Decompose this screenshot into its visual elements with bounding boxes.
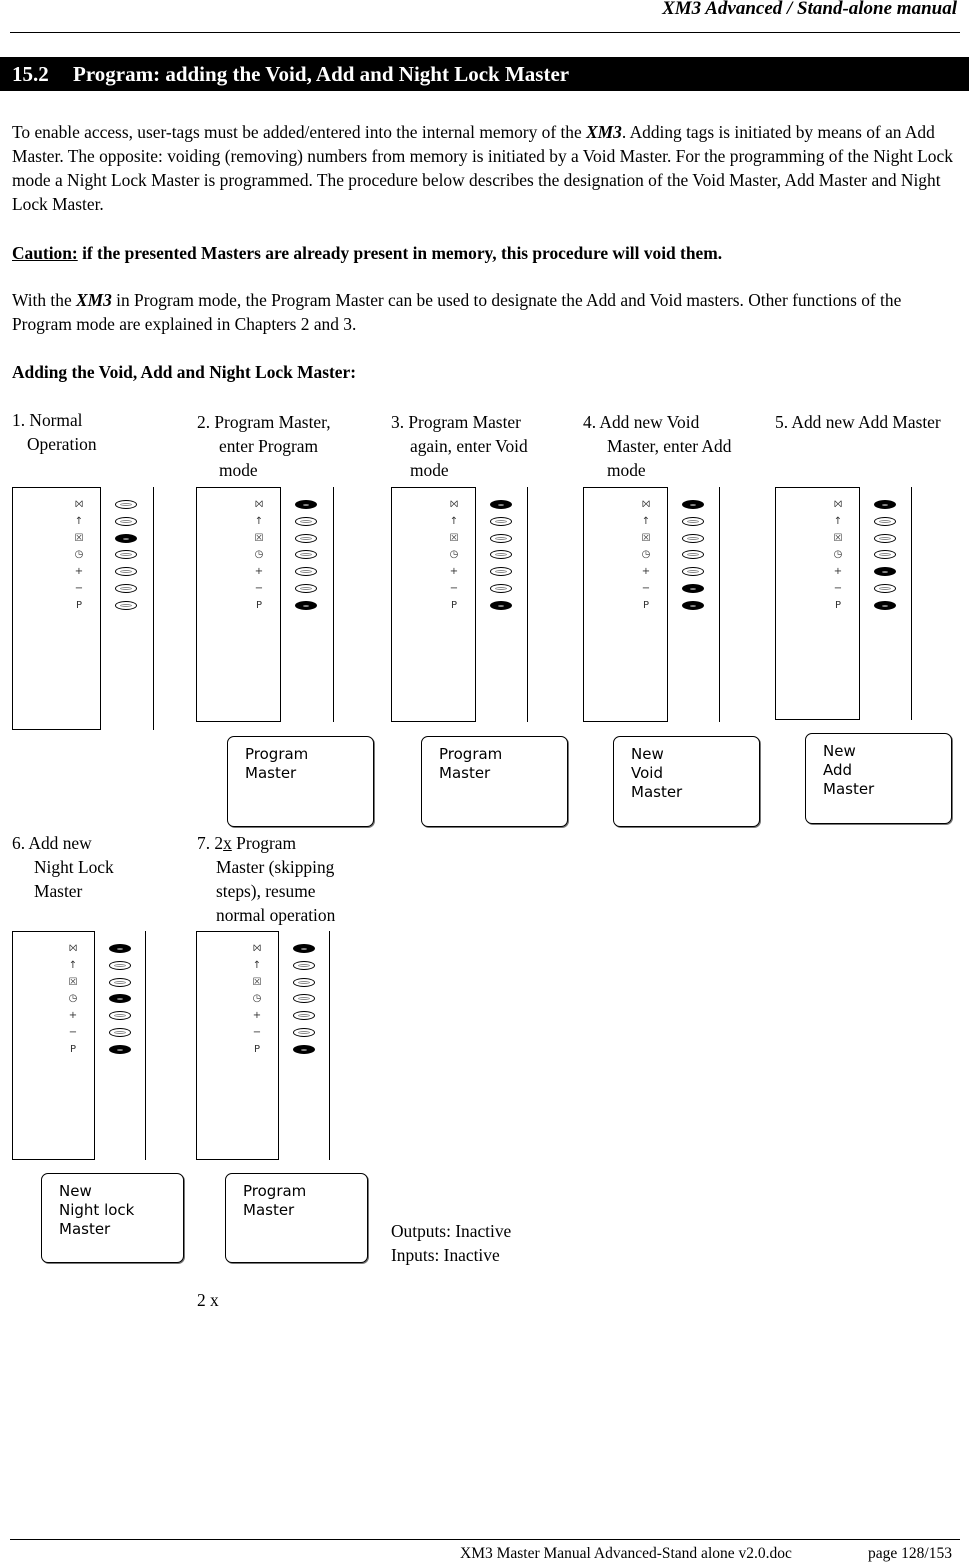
led-2-off (295, 517, 317, 526)
led-2-off (109, 961, 131, 970)
card-line: Master (243, 1201, 295, 1219)
caption-line: 4. Add new Void (583, 412, 700, 432)
reader-step-4 (583, 487, 720, 722)
caution-text: if the presented Masters are already present in memory, this procedure will void them. (77, 243, 723, 263)
tag-card-program-master (225, 1173, 368, 1263)
p-icon: P (450, 599, 458, 611)
caption-line: Operation (27, 434, 97, 454)
box-x-icon: ☒ (68, 976, 78, 988)
plus-icon: + (252, 1010, 262, 1022)
card-line: Add (823, 761, 853, 779)
door-icon: ↑ (449, 515, 459, 527)
card-line: New (59, 1182, 92, 1200)
caption-underlined: x (223, 833, 232, 853)
clock-icon: ◷ (833, 549, 843, 561)
caption-line: steps), resume (216, 881, 316, 901)
card-line: Program (245, 745, 309, 763)
p-icon: P (642, 599, 650, 611)
led-1-off (115, 500, 137, 509)
tag-card-new-add-master (805, 733, 952, 824)
door-icon: ↑ (74, 515, 84, 527)
reader-step-3 (391, 487, 528, 722)
p-icon: P (255, 599, 263, 611)
led-6-off (490, 584, 512, 593)
step-7-caption (197, 831, 335, 927)
led-7-on (295, 601, 317, 610)
program-mode-paragraph (12, 288, 962, 336)
p-icon: P (75, 599, 83, 611)
caption-line: Master, enter Add (607, 436, 732, 456)
step-4-caption (583, 410, 731, 482)
led-3-off (490, 534, 512, 543)
caption-line: 2. Program Master, (197, 412, 331, 432)
wireless-icon: ⨝ (68, 943, 78, 954)
led-7-on (109, 1045, 131, 1054)
caption-line: 1. Normal (12, 410, 83, 430)
led-7-on (682, 601, 704, 610)
minus-icon: − (252, 1027, 262, 1038)
card-line: Master (823, 780, 875, 798)
led-1-on (293, 944, 315, 953)
box-x-icon: ☒ (252, 976, 262, 988)
reader-step-2 (196, 487, 334, 722)
clock-icon: ◷ (449, 549, 459, 561)
caption-line: mode (219, 460, 258, 480)
caption-line: 3. Program Master (391, 412, 521, 432)
outputs-status: Outputs: Inactive (391, 1221, 512, 1241)
reader-body (196, 487, 281, 722)
clock-icon: ◷ (252, 993, 262, 1005)
card-line: Void (631, 764, 663, 782)
program-text-cont: in Program mode, the Program Master can be used to designate the Add and Void masters. Other functions of the Program mode are explained in Chapters 2 and 3. (12, 290, 902, 334)
led-7-on (490, 601, 512, 610)
step-5-caption (775, 410, 941, 434)
section-number: 15.2 (12, 62, 49, 86)
led-2-off (490, 517, 512, 526)
section-title: Program: adding the Void, Add and Night Lock Master (73, 62, 570, 86)
brand-name: XM3 (586, 122, 622, 142)
box-x-icon: ☒ (74, 532, 84, 544)
plus-icon: + (74, 566, 84, 578)
footer-rule (10, 1539, 960, 1540)
caption-line: Master (34, 881, 83, 901)
caution-label: Caution: (12, 243, 78, 263)
card-line: Night lock (59, 1201, 135, 1219)
minus-icon: − (74, 583, 84, 594)
box-x-icon: ☒ (833, 532, 843, 544)
led-2-off (682, 517, 704, 526)
footer-document-name: XM3 Master Manual Advanced-Stand alone v2.0.doc (460, 1545, 792, 1562)
minus-icon: − (254, 583, 264, 594)
reader-step-7 (196, 931, 330, 1160)
step-1-caption (12, 408, 97, 456)
box-x-icon: ☒ (254, 532, 264, 544)
wireless-icon: ⨝ (641, 499, 651, 510)
card-line: Program (439, 745, 503, 763)
reader-body (391, 487, 476, 722)
plus-icon: + (641, 566, 651, 578)
intro-paragraph (12, 120, 962, 216)
clock-icon: ◷ (254, 549, 264, 561)
led-6-off (109, 1028, 131, 1037)
procedure-subheading: Adding the Void, Add and Night Lock Master: (12, 362, 357, 382)
led-6-off (115, 584, 137, 593)
led-7-on (293, 1045, 315, 1054)
led-7-off (115, 601, 137, 610)
caption-line: 7. 2 (197, 833, 224, 853)
door-icon: ↑ (68, 959, 78, 971)
led-1-on (109, 944, 131, 953)
clock-icon: ◷ (68, 993, 78, 1005)
repeat-label: 2 x (197, 1290, 219, 1310)
reader-body (12, 487, 101, 730)
caption-line: mode (410, 460, 449, 480)
minus-icon: − (68, 1027, 78, 1038)
caption-line: Master (skipping (216, 857, 335, 877)
led-3-off (293, 978, 315, 987)
led-3-on (115, 534, 137, 543)
reader-body (196, 931, 279, 1160)
wireless-icon: ⨝ (449, 499, 459, 510)
box-x-icon: ☒ (641, 532, 651, 544)
tag-card-program-master (421, 736, 568, 827)
door-icon: ↑ (252, 959, 262, 971)
card-line: Program (243, 1182, 307, 1200)
reader-step-1 (12, 487, 154, 730)
reader-body (775, 487, 860, 720)
led-1-on (295, 500, 317, 509)
caption-line: Program (231, 833, 297, 853)
box-x-icon: ☒ (449, 532, 459, 544)
card-line: Master (59, 1220, 111, 1238)
led-2-off (115, 517, 137, 526)
led-1-on (682, 500, 704, 509)
caption-line: 6. Add new (12, 833, 92, 853)
section-heading-bar (0, 57, 969, 91)
minus-icon: − (449, 583, 459, 594)
tag-card-new-void-master (613, 736, 760, 827)
header-rule (10, 32, 960, 33)
step-3-caption (391, 410, 528, 482)
p-icon: P (834, 599, 842, 611)
clock-icon: ◷ (74, 549, 84, 561)
p-icon: P (253, 1043, 261, 1055)
card-line: Master (631, 783, 683, 801)
led-1-on (490, 500, 512, 509)
caption-line: enter Program (219, 436, 318, 456)
plus-icon: + (449, 566, 459, 578)
led-3-off (295, 534, 317, 543)
reader-step-6 (12, 931, 146, 1160)
card-line: New (631, 745, 664, 763)
card-line: New (823, 742, 856, 760)
door-icon: ↑ (641, 515, 651, 527)
reader-step-5 (775, 487, 912, 720)
step-6-caption (12, 831, 114, 903)
brand-name: XM3 (76, 290, 112, 310)
led-2-off (874, 517, 896, 526)
led-7-on (874, 601, 896, 610)
door-icon: ↑ (254, 515, 264, 527)
led-6-off (295, 584, 317, 593)
caution-paragraph (12, 241, 962, 265)
intro-text: To enable access, user-tags must be added/entered into the internal memory of the (12, 122, 587, 142)
caption-line: mode (607, 460, 646, 480)
card-line: Master (439, 764, 491, 782)
led-3-off (109, 978, 131, 987)
minus-icon: − (833, 583, 843, 594)
footer-page-number: page 128/153 (868, 1545, 952, 1562)
tag-card-program-master (227, 736, 374, 827)
led-2-off (293, 961, 315, 970)
program-text: With the (12, 290, 77, 310)
plus-icon: + (254, 566, 264, 578)
led-1-on (874, 500, 896, 509)
door-icon: ↑ (833, 515, 843, 527)
reader-body (12, 931, 95, 1160)
card-line: Master (245, 764, 297, 782)
caption-line: Night Lock (34, 857, 114, 877)
step-2-caption (197, 410, 331, 482)
led-3-off (874, 534, 896, 543)
led-6-off (874, 584, 896, 593)
wireless-icon: ⨝ (833, 499, 843, 510)
clock-icon: ◷ (641, 549, 651, 561)
tag-card-new-night-lock-master (41, 1173, 184, 1263)
wireless-icon: ⨝ (74, 499, 84, 510)
minus-icon: − (641, 583, 651, 594)
p-icon: P (69, 1043, 77, 1055)
caption-line: normal operation (216, 905, 336, 925)
led-6-on (682, 584, 704, 593)
led-6-off (293, 1028, 315, 1037)
running-header-title: XM3 Advanced / Stand-alone manual (662, 0, 957, 19)
caption-line: again, enter Void (410, 436, 528, 456)
inputs-status: Inputs: Inactive (391, 1245, 500, 1265)
caption-line: 5. Add new Add Master (775, 412, 941, 432)
intro-text-cont: . Adding tags is initiated by means of an Add Master. The opposite: voiding (removing) numbers from memory is initiated by a Void Master. For the programming of the Night Lock mode a Night Lock Master is programmed. The procedure below describes the designation of the Void Master, Add Master and Night Lock Master. (12, 122, 953, 214)
wireless-icon: ⨝ (252, 943, 262, 954)
plus-icon: + (68, 1010, 78, 1022)
wireless-icon: ⨝ (254, 499, 264, 510)
plus-icon: + (833, 566, 843, 578)
reader-body (583, 487, 668, 722)
status-text (391, 1219, 511, 1267)
led-3-off (682, 534, 704, 543)
